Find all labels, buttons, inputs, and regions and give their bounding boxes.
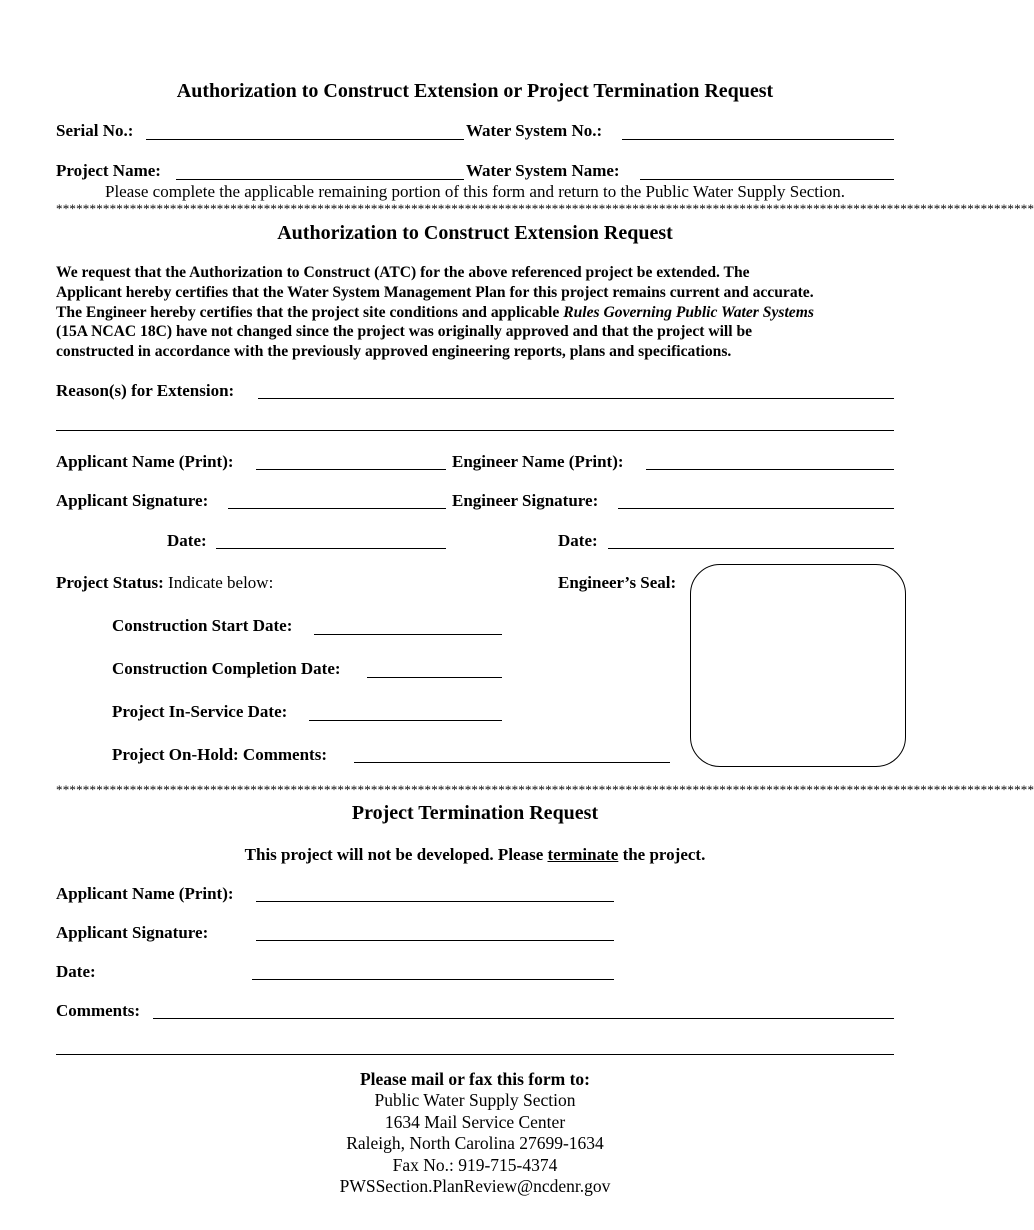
water-system-no-label: Water System No.: <box>466 121 603 140</box>
certification-line-5: constructed in accordance with the previously approved engineering reports, plans and specifications. <box>56 343 732 361</box>
extension-section-title: Authorization to Construct Extension Request <box>277 222 673 244</box>
engineer-signature-label: Engineer Signature: <box>452 491 599 510</box>
mailing-line-1: Public Water Supply Section <box>374 1090 576 1110</box>
water-system-name-label: Water System Name: <box>466 161 620 180</box>
certification-line-3 <box>56 303 896 323</box>
certification-line-4: (15A NCAC 18C) have not changed since the project was originally approved and that the project will be <box>56 323 753 341</box>
reason-field[interactable] <box>258 398 894 399</box>
project-status-label: Project Status: <box>56 573 164 592</box>
certification-line-2: Applicant hereby certifies that the Water System Management Plan for this project remains current and accurate. <box>56 283 814 301</box>
engineer-date-field[interactable] <box>608 548 894 549</box>
construction-completion-label: Construction Completion Date: <box>112 659 341 678</box>
applicant-date-label: Date: <box>167 531 207 550</box>
engineer-seal-box[interactable] <box>690 564 906 767</box>
termination-statement <box>0 845 950 865</box>
construction-completion-field[interactable] <box>367 677 502 678</box>
applicant-name-label: Applicant Name (Print): <box>56 452 234 471</box>
reason-label: Reason(s) for Extension: <box>56 381 235 400</box>
on-hold-label: Project On-Hold: Comments: <box>112 745 327 764</box>
termination-date-field[interactable] <box>252 979 614 980</box>
termination-statement-end: the project. <box>618 845 706 864</box>
serial-no-field[interactable] <box>146 139 464 140</box>
certification-line-3-text: The Engineer hereby certifies that the project site conditions and applicable <box>56 303 564 321</box>
water-system-name-field[interactable] <box>640 179 894 180</box>
termination-date-label: Date: <box>56 962 96 981</box>
engineer-name-label: Engineer Name (Print): <box>452 452 624 471</box>
certification-line-1: We request that the Authorization to Construct (ATC) for the above referenced project be extended. The <box>56 264 750 281</box>
separator-top: ************************************************************************************************************************************************** <box>56 201 1034 216</box>
applicant-date-field[interactable] <box>216 548 446 549</box>
serial-no-label: Serial No.: <box>56 121 134 140</box>
project-status <box>56 573 273 593</box>
applicant-name-field[interactable] <box>256 469 446 470</box>
form-title: Authorization to Construct Extension or Project Termination Request <box>176 80 774 102</box>
mailing-heading: Please mail or fax this form to: <box>359 1069 591 1089</box>
in-service-label: Project In-Service Date: <box>112 702 288 721</box>
project-name-field[interactable] <box>176 179 464 180</box>
termination-applicant-signature-field[interactable] <box>256 940 614 941</box>
applicant-signature-field[interactable] <box>228 508 446 509</box>
separator-middle: ************************************************************************************************************************************************** <box>56 782 1034 797</box>
fax-number: Fax No.: 919-715-4374 <box>392 1155 558 1175</box>
water-system-no-field[interactable] <box>622 139 894 140</box>
construction-start-field[interactable] <box>314 634 502 635</box>
email-address: PWSSection.PlanReview@ncdenr.gov <box>339 1176 611 1196</box>
footer-divider <box>56 1054 894 1055</box>
engineer-signature-field[interactable] <box>618 508 894 509</box>
termination-section-title: Project Termination Request <box>351 802 599 824</box>
applicant-signature-label: Applicant Signature: <box>56 491 209 510</box>
project-name-label: Project Name: <box>56 161 161 180</box>
reason-field-line-2[interactable] <box>56 430 894 431</box>
on-hold-comments-field[interactable] <box>354 762 670 763</box>
termination-applicant-name-label: Applicant Name (Print): <box>56 884 234 903</box>
termination-comments-field[interactable] <box>153 1018 894 1019</box>
termination-statement-text: This project will not be developed. Please <box>244 845 548 864</box>
mailing-line-2: 1634 Mail Service Center <box>384 1112 566 1132</box>
project-status-hint: Indicate below: <box>168 573 274 592</box>
construction-start-label: Construction Start Date: <box>112 616 293 635</box>
engineer-seal-label: Engineer’s Seal: <box>558 573 677 592</box>
engineer-date-label: Date: <box>558 531 598 550</box>
termination-comments-label: Comments: <box>56 1001 141 1020</box>
instruction-text: Please complete the applicable remaining portion of this form and return to the Public Water Supply Section. <box>105 182 845 201</box>
termination-applicant-signature-label: Applicant Signature: <box>56 923 209 942</box>
certification-paragraph <box>56 263 896 362</box>
in-service-field[interactable] <box>309 720 502 721</box>
termination-applicant-name-field[interactable] <box>256 901 614 902</box>
mailing-line-3: Raleigh, North Carolina 27699-1634 <box>346 1133 604 1153</box>
terminate-word: terminate <box>547 845 619 864</box>
rules-title: Rules Governing Public Water Systems <box>563 303 814 321</box>
engineer-name-field[interactable] <box>646 469 894 470</box>
